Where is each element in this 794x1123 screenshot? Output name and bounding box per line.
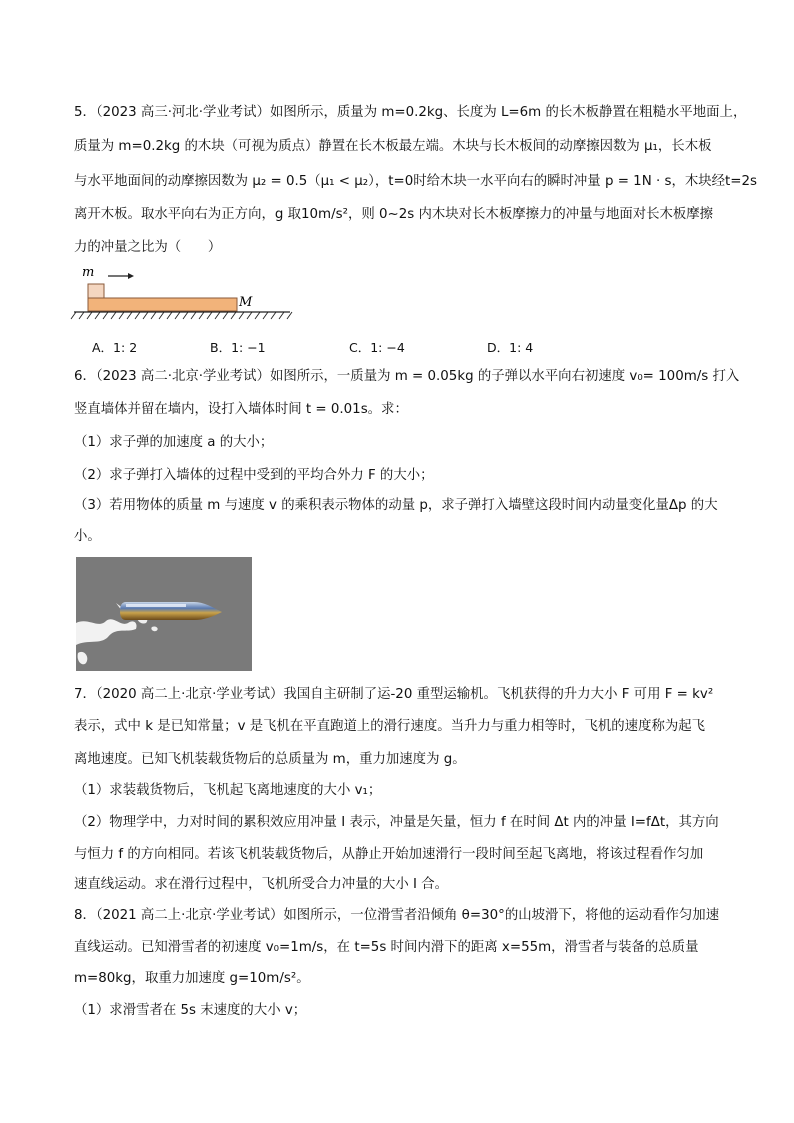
long-board [88,298,237,311]
q8-line-2: 直线运动。已知滑雪者的初速度 v₀=1m/s，在 t=5s 时间内滑下的距离 x=55m，滑雪者与装备的总质量 [74,940,699,955]
q7-line-1: 7．（2020 高二上·北京·学业考试）我国自主研制了运-20 重型运输机。飞机获得的升力大小 F 可用 F = kv² [74,687,714,702]
option-d: D．1: 4 [487,340,534,355]
board-mass-label: M [239,295,253,310]
q5-line-3: 与水平地面间的动摩擦因数为 μ₂ = 0.5（μ₁ < μ₂），t=0时给木块一水平向右的瞬时冲量 p = 1N · s，木块经t=2s [74,174,757,189]
q6-line-1: 6．（2023 高二·北京·学业考试）如图所示，一质量为 m = 0.05kg 的子弹以水平向右初速度 v₀= 100m/s 打入 [74,369,740,384]
block-board-diagram [70,262,300,324]
q8-line-3: m=80kg，取重力加速度 g=10m/s²。 [74,971,310,986]
q6-sub-3a: （3）若用物体的质量 m 与速度 v 的乘积表示物体的动量 p，求子弹打入墙壁这段时间内动量变化量Δp 的大 [74,498,718,513]
q7-sub-2b: 与恒力 f 的方向相同。若该飞机装载货物后，从静止开始加速滑行一段时间至起飞离地，将该过程看作匀加 [74,847,704,862]
ground-hatching [71,312,292,319]
q8-sub-1: （1）求滑雪者在 5s 末速度的大小 v； [74,1003,307,1018]
q6-sub-2: （2）求子弹打入墙体的过程中受到的平均合外力 F 的大小； [74,468,434,483]
q6-sub-3b: 小。 [74,529,101,544]
q6-line-2: 竖直墙体并留在墙内，设打入墙体时间 t = 0.01s。求： [74,402,408,417]
bullet-photo [76,557,252,671]
q6-sub-1: （1）求子弹的加速度 a 的大小； [74,435,274,450]
q8-line-1: 8．（2021 高二上·北京·学业考试）如图所示，一位滑雪者沿倾角 θ=30°的山坡滑下，将他的运动看作匀加速 [74,908,720,923]
block-mass-label: m [82,265,95,280]
q7-sub-2a: （2）物理学中，力对时间的累积效应用冲量 I 表示，冲量是矢量，恒力 f 在时间 Δt 内的冲量 I=fΔt，其方向 [74,815,719,830]
q5-line-4: 离开木板。取水平向右为正方向，g 取10m/s²，则 0~2s 内木块对长木板摩擦力的冲量与地面对长木板摩擦 [74,207,714,222]
option-b: B．1: −1 [210,340,266,355]
option-c: C．1: −4 [349,340,405,355]
q7-line-2: 表示，式中 k 是已知常量；v 是飞机在平直跑道上的滑行速度。当升力与重力相等时，飞机的速度称为起飞 [74,719,706,734]
option-a: A．1: 2 [92,340,138,355]
small-block [88,284,104,298]
q7-sub-2c: 速直线运动。求在滑行过程中，飞机所受合力冲量的大小 I 合。 [74,877,449,892]
q7-sub-1: （1）求装载货物后，飞机起飞离地速度的大小 v₁； [74,783,382,798]
q7-line-3: 离地速度。已知飞机装载货物后的总质量为 m，重力加速度为 g。 [74,752,466,767]
q5-line-5: 力的冲量之比为（ ） [74,240,222,255]
q5-line-1: 5．（2023 高三·河北·学业考试）如图所示，质量为 m=0.2kg、长度为 L=6m 的长木板静置在粗糙水平地面上， [74,105,747,120]
q5-line-2: 质量为 m=0.2kg 的木块（可视为质点）静置在长木板最左端。木块与长木板间的动摩擦因数为 μ₁，长木板 [74,139,712,154]
